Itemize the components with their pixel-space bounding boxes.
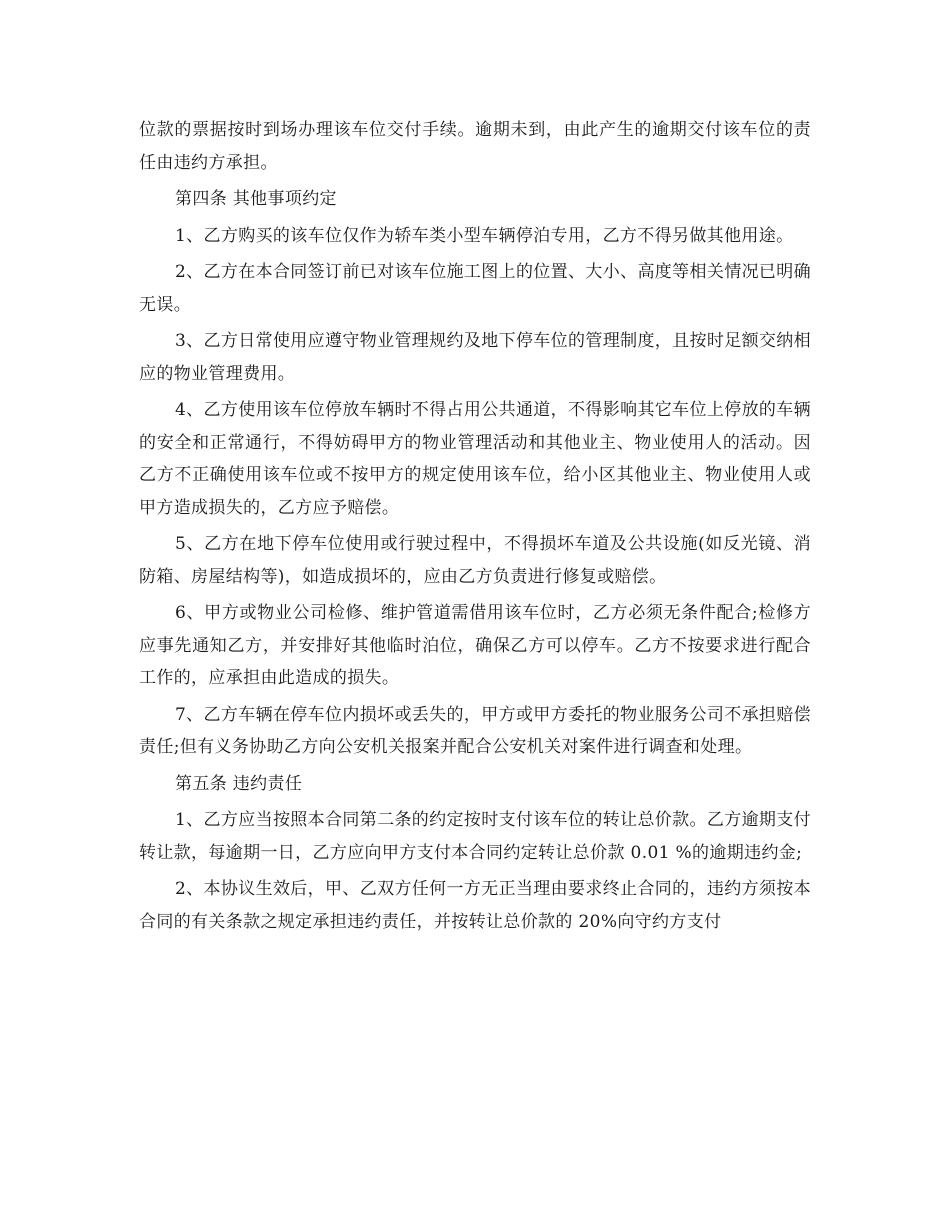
clause-4-4: 4、乙方使用该车位停放车辆时不得占用公共通道，不得影响其它车位上停放的车辆的安全和正常通行，不得妨碍甲方的物业管理活动和其他业主、物业使用人的活动。因乙方不正确使用该车位或不按甲方的规定使用该车位，给小区其他业主、物业使用人或甲方造成损失的，乙方应予赔偿。 [139, 400, 811, 518]
clause-4-3: 3、乙方日常使用应遵守物业管理规约及地下停车位的管理制度，且按时足额交纳相应的物业管理费用。 [139, 331, 811, 384]
clause-4-1: 1、乙方购买的该车位仅作为轿车类小型车辆停泊专用，乙方不得另做其他用途。 [175, 225, 794, 246]
section-heading-article-5: 第五条 违约责任 [175, 773, 303, 794]
clause-4-6: 6、甲方或物业公司检修、维护管道需借用该车位时，乙方必须无条件配合;检修方应事先通知乙方，并安排好其他临时泊位，确保乙方可以停车。乙方不按要求进行配合工作的，应承担由此造成的损失。 [139, 603, 811, 688]
clause-5-2: 2、本协议生效后，甲、乙双方任何一方无正当理由要求终止合同的，违约方须按本合同的有关条款之规定承担违约责任，并按转让总价款的 20%向守约方支付 [139, 879, 811, 932]
paragraph-continuation: 位款的票据按时到场办理该车位交付手续。逾期未到，由此产生的逾期交付该车位的责任由违约方承担。 [139, 120, 811, 173]
clause-5-1: 1、乙方应当按照本合同第二条的约定按时支付该车位的转让总价款。乙方逾期支付转让款，每逾期一日，乙方应向甲方支付本合同约定转让总价款 0.01 %的逾期违约金; [139, 810, 811, 863]
clause-4-7: 7、乙方车辆在停车位内损坏或丢失的，甲方或甲方委托的物业服务公司不承担赔偿责任;但有义务协助乙方向公安机关报案并配合公安机关对案件进行调查和处理。 [139, 704, 811, 757]
clause-4-5: 5、乙方在地下停车位使用或行驶过程中，不得损坏车道及公共设施(如反光镜、消防箱、房屋结构等)，如造成损坏的，应由乙方负责进行修复或赔偿。 [139, 534, 811, 587]
document-body [139, 114, 811, 942]
clause-4-2: 2、乙方在本合同签订前已对该车位施工图上的位置、大小、高度等相关情况已明确无误。 [139, 262, 811, 315]
section-heading-article-4: 第四条 其他事项约定 [175, 189, 337, 209]
